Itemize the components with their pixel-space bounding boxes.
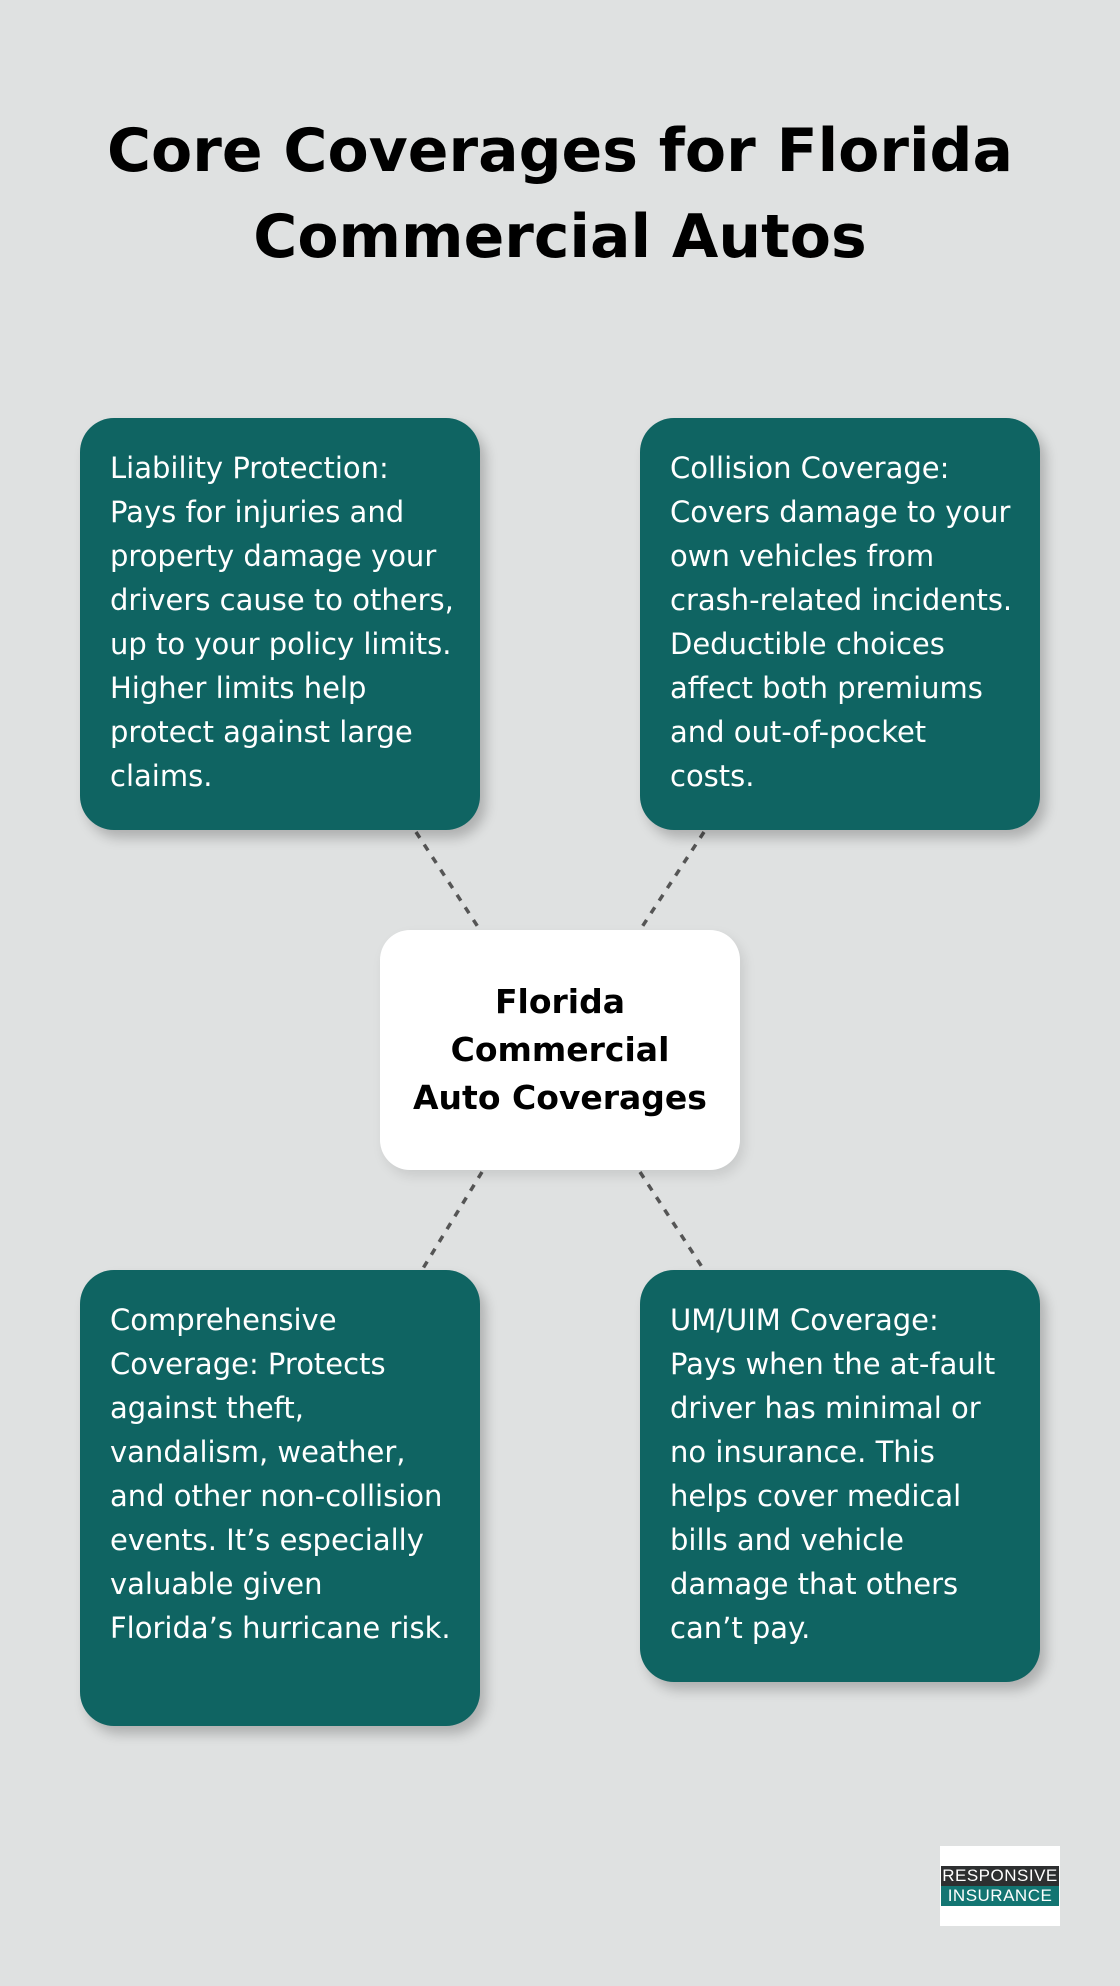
card-comprehensive-coverage: Comprehensive Coverage: Protects against theft, vandalism, weather, and other non-collision events. It’s especially valuable given Florida’s hurricane risk. (80, 1270, 480, 1726)
connector-comprehensive (422, 1172, 482, 1270)
logo-line-1: RESPONSIVE (942, 1866, 1058, 1885)
brand-logo (940, 1846, 1060, 1926)
hub-label: Florida Commercial Auto Coverages (413, 982, 707, 1117)
card-um-uim-coverage: UM/UIM Coverage: Pays when the at-fault driver has minimal or no insurance. This helps cover medical bills and vehicle damage that others can’t pay. (640, 1270, 1040, 1682)
connector-collision (640, 832, 704, 930)
hub-node (380, 930, 740, 1170)
connector-liability (416, 832, 480, 930)
card-collision-coverage: Collision Coverage: Covers damage to your own vehicles from crash-related incidents. Deductible choices affect both premiums and out-of-pocket costs. (640, 418, 1040, 830)
card-liability-protection: Liability Protection: Pays for injuries and property damage your drivers cause to others, up to your policy limits. Higher limits help protect against large claims. (80, 418, 480, 830)
logo-line-2: INSURANCE (941, 1886, 1059, 1906)
page-title: Core Coverages for Florida Commercial Autos (107, 116, 1013, 272)
connector-uminsured (640, 1172, 704, 1270)
